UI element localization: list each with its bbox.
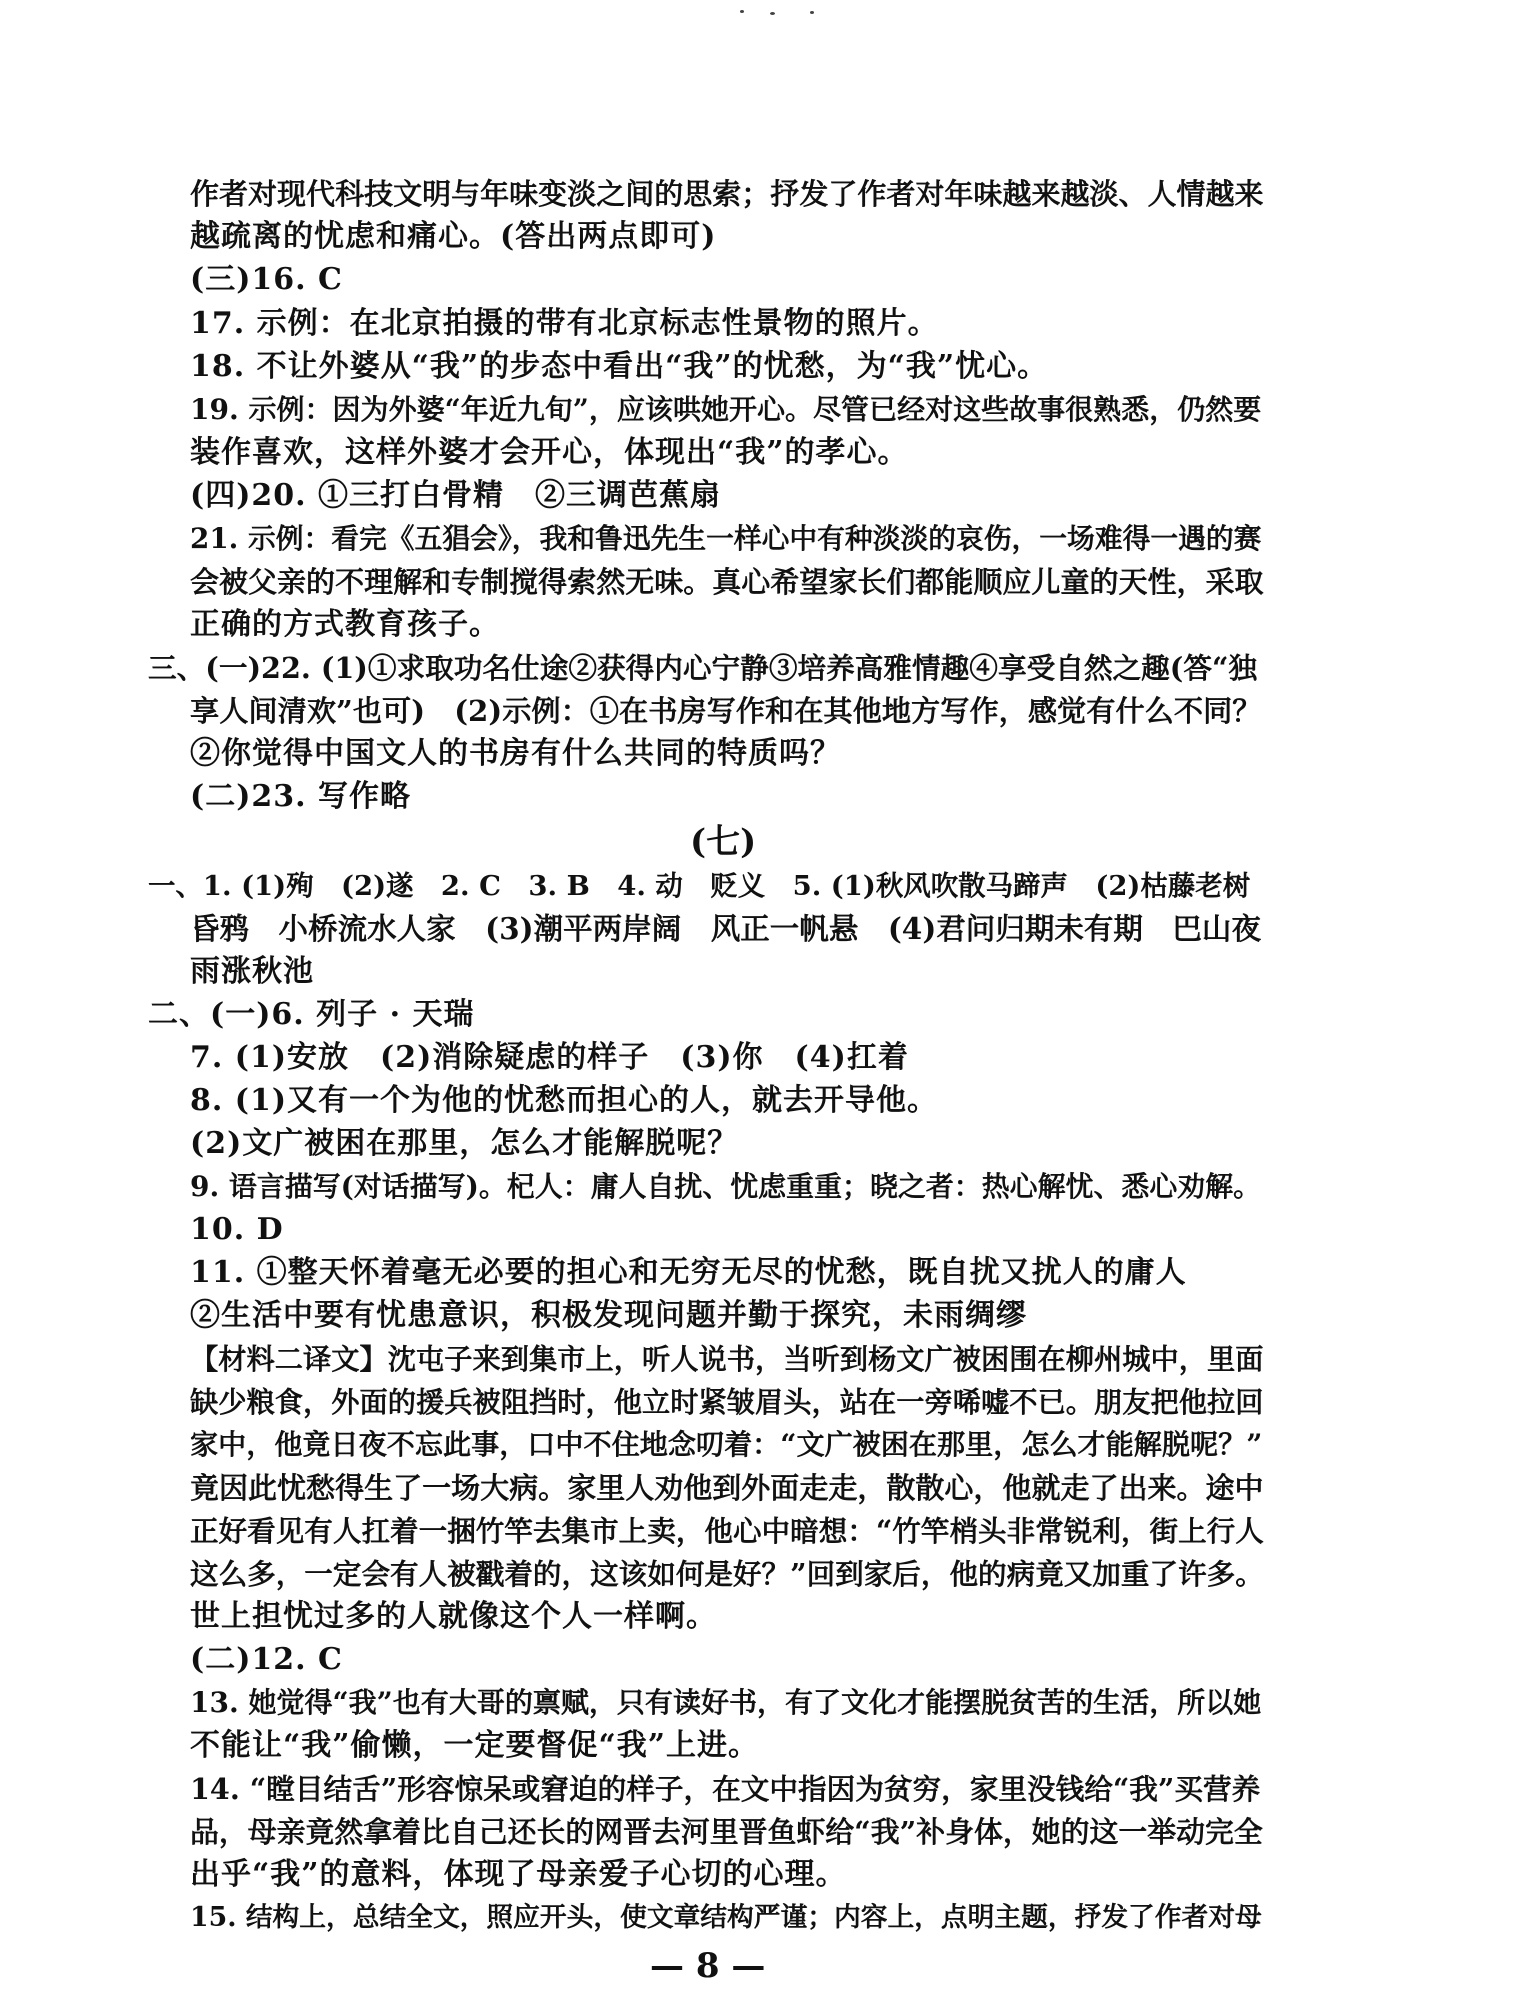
text-line: 13. 她觉得“我”也有大哥的禀赋，只有读好书，有了文化才能摆脱贫苦的生活，所以她 [190, 1686, 1262, 1719]
text-line: 享人间清欢”也可) (2)示例：①在书房写作和在其他地方写作，感觉有什么不同？ [190, 694, 1262, 728]
text-line: 竟因此忧愁得生了一场大病。家里人劝他到外面走走，散散心，他就走了出来。途中 [190, 1471, 1264, 1505]
text-line: 9. 语言描写(对话描写)。杞人：庸人自扰、忧虑重重；晓之者：热心解忧、悉心劝解。 [190, 1170, 1262, 1203]
text-line: 作者对现代科技文明与年味变淡之间的思索；抒发了作者对年味越来越淡、人情越来 [190, 177, 1264, 211]
scan-speck [770, 12, 775, 15]
text-line: 8. (1)又有一个为他的忧愁而担心的人，就去开导他。 [190, 1083, 939, 1118]
text-line: 正好看见有人扛着一捆竹竿去集市上卖，他心中暗想：“竹竿梢头非常锐利，街上行人 [190, 1514, 1264, 1548]
text-line: 装作喜欢，这样外婆才会开心，体现出“我”的孝心。 [190, 435, 909, 470]
text-line: 21. 示例：看完《五猖会》，我和鲁迅先生一样心中有种淡淡的哀伤，一场难得一遇的赛 [190, 522, 1262, 555]
text-line: ②生活中要有忧患意识，积极发现问题并勤于探究，未雨绸缪 [190, 1298, 1027, 1333]
text-line: (四)20. ①三打白骨精 ②三调芭蕉扇 [190, 478, 722, 513]
text-line: 14. “瞠目结舌”形容惊呆或窘迫的样子，在文中指因为贫穷，家里没钱给“我”买营养 [190, 1772, 1261, 1806]
text-line: (三)16. C [190, 262, 343, 297]
text-line: 世上担忧过多的人就像这个人一样啊。 [190, 1599, 717, 1634]
text-line: 越疏离的忧虑和痛心。(答出两点即可) [190, 219, 717, 254]
page-number: — 8 — [650, 1946, 766, 1986]
text-line: 昏鸦 小桥流水人家 (3)潮平两岸阔 风正一帆悬 (4)君问归期未有期 巴山夜 [190, 911, 1261, 946]
text-line: 雨涨秋池 [190, 954, 314, 989]
scan-speck [740, 10, 744, 13]
text-line: 11. ①整天怀着毫无必要的担心和无穷无尽的忧愁，既自扰又扰人的庸人 [190, 1255, 1187, 1290]
text-line: (二)23. 写作略 [190, 779, 412, 814]
scan-speck [810, 11, 814, 14]
text-line: 不能让“我”偷懒，一定要督促“我”上进。 [190, 1728, 760, 1763]
text-line: 10. D [190, 1212, 284, 1247]
text-line: 品，母亲竟然拿着比自己还长的网晋去河里晋鱼虾给“我”补身体，她的这一举动完全 [190, 1815, 1263, 1849]
text-line: 19. 示例：因为外婆“年近九旬”，应该哄她开心。尽管已经对这些故事很熟悉，仍然要 [190, 393, 1262, 426]
section-heading: (七) [690, 822, 757, 862]
text-line: 三、(一)22. (1)①求取功名仕途②获得内心宁静③培养高雅情趣④享受自然之趣(答“独 [148, 651, 1258, 685]
text-line: (二)12. C [190, 1642, 343, 1677]
text-line: 15. 结构上，总结全文，照应开头，使文章结构严谨；内容上，点明主题，抒发了作者对母 [190, 1902, 1262, 1933]
text-line: 这么多，一定会有人被戳着的，这该如何是好？”回到家后，他的病竟又加重了许多。 [190, 1557, 1264, 1591]
text-line: 二、(一)6. 列子 · 天瑞 [148, 997, 475, 1032]
text-line: 【材料二译文】沈屯子来到集市上，听人说书，当听到杨文广被困围在柳州城中，里面 [190, 1342, 1264, 1376]
text-line: 一、1. (1)殉 (2)遂 2. C 3. B 4. 动 贬义 5. (1)秋风吹散马蹄声 (2)枯藤老树 [148, 870, 1251, 902]
text-line: 缺少粮食，外面的援兵被阻挡时，他立时紧皱眉头，站在一旁唏嘘不已。朋友把他拉回 [190, 1385, 1264, 1419]
text-line: 家中，他竟日夜不忘此事，口中不住地念叨着：“文广被困在那里，怎么才能解脱呢？” [190, 1428, 1263, 1461]
text-line: 17. 示例：在北京拍摄的带有北京标志性景物的照片。 [190, 306, 939, 341]
text-line: 正确的方式教育孩子。 [190, 607, 500, 642]
text-line: ②你觉得中国文人的书房有什么共同的特质吗？ [190, 736, 841, 771]
text-line: (2)文广被困在那里，怎么才能解脱呢？ [190, 1126, 739, 1161]
text-line: 会被父亲的不理解和专制搅得索然无味。真心希望家长们都能顺应儿童的天性，采取 [190, 565, 1264, 599]
text-line: 18. 不让外婆从“我”的步态中看出“我”的忧愁，为“我”忧心。 [190, 349, 1049, 384]
text-line: 7. (1)安放 (2)消除疑虑的样子 (3)你 (4)扛着 [190, 1040, 909, 1075]
text-line: 出乎“我”的意料，体现了母亲爱子心切的心理。 [190, 1857, 847, 1892]
